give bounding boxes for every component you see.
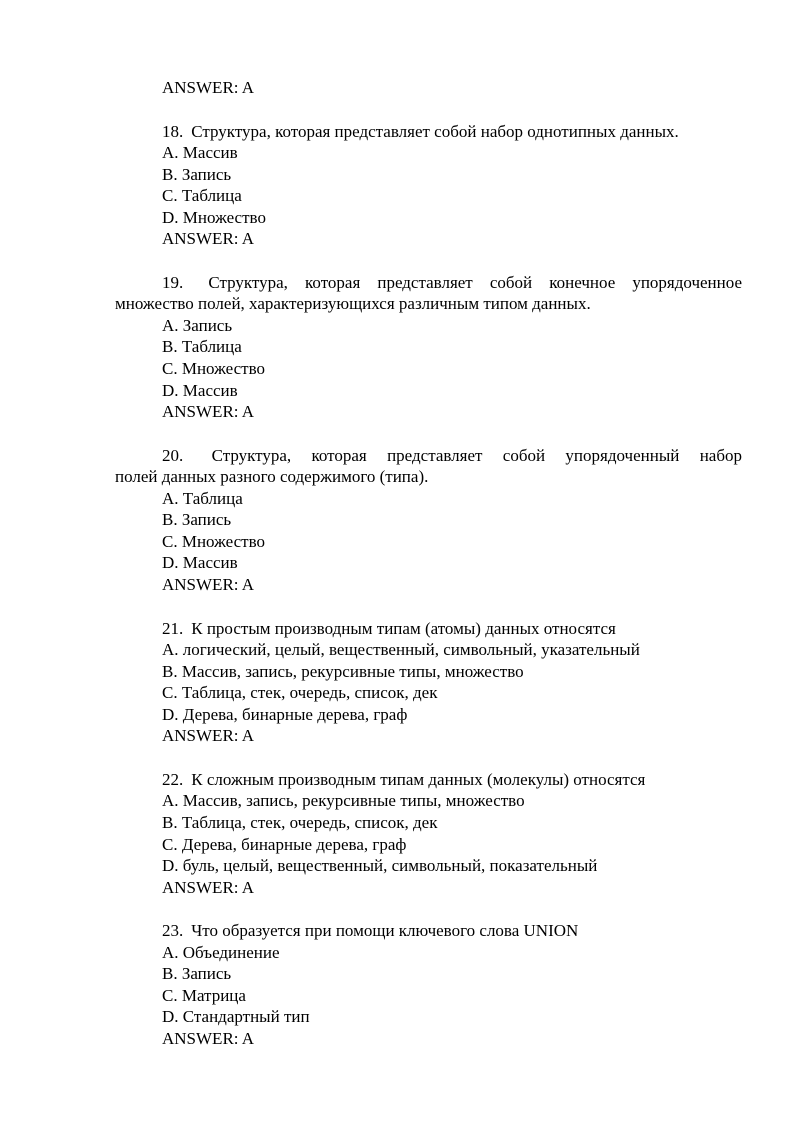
question-number: 19. xyxy=(162,273,184,292)
question-number: 21. xyxy=(162,619,184,638)
answer-option: B. Массив, запись, рекурсивные типы, множество xyxy=(162,662,524,681)
answer-line: ANSWER: A xyxy=(162,229,255,248)
question-text xyxy=(162,769,645,791)
question-text xyxy=(162,920,578,942)
answer-option: D. Дерева, бинарные дерева, граф xyxy=(162,705,408,724)
question-text-continuation: полей данных разного содержимого (типа). xyxy=(115,467,429,486)
question-text-line: К сложным производным типам данных (молекулы) относятся xyxy=(191,770,646,789)
answer-option: C. Таблица, стек, очередь, список, дек xyxy=(162,683,438,702)
answer-option: D. буль, целый, вещественный, символьный, показательный xyxy=(162,856,598,875)
answer-option: D. Стандартный тип xyxy=(162,1007,310,1026)
question-text-continuation: множество полей, характеризующихся различным типом данных. xyxy=(115,294,591,313)
answer-option: D. Массив xyxy=(162,381,238,400)
answer-option: A. Объединение xyxy=(162,943,280,962)
answer-option: C. Множество xyxy=(162,359,266,378)
question-number: 18. xyxy=(162,122,184,141)
question-number: 23. xyxy=(162,921,184,940)
question-number: 22. xyxy=(162,770,184,789)
question-text-line: Структура, которая представляет собой набор однотипных данных. xyxy=(191,122,679,141)
answer-option: A. Массив, запись, рекурсивные типы, множество xyxy=(162,791,525,810)
question-text-line: Структура, которая представляет собой упорядоченный набор xyxy=(211,446,743,465)
answer-line: ANSWER: A xyxy=(162,402,255,421)
answer-option: C. Таблица xyxy=(162,186,242,205)
answer-line: ANSWER: A xyxy=(162,78,255,97)
question-text xyxy=(162,121,679,143)
answer-option: C. Дерева, бинарные дерева, граф xyxy=(162,835,407,854)
answer-option: D. Массив xyxy=(162,553,238,572)
answer-option: A. Таблица xyxy=(162,489,243,508)
question-text-line: К простым производным типам (атомы) данных относятся xyxy=(191,619,616,638)
answer-option: C. Множество xyxy=(162,532,266,551)
answer-option: D. Множество xyxy=(162,208,266,227)
question-text-line: Что образуется при помощи ключевого слова UNION xyxy=(191,921,579,940)
answer-line: ANSWER: A xyxy=(162,878,255,897)
question-text xyxy=(162,618,616,640)
answer-option: B. Запись xyxy=(162,510,232,529)
answer-line: ANSWER: A xyxy=(162,575,255,594)
answer-line: ANSWER: A xyxy=(162,726,255,745)
answer-option: A. Массив xyxy=(162,143,238,162)
answer-line: ANSWER: A xyxy=(162,1029,255,1048)
question-text-line: Структура, которая представляет собой конечное упорядоченное xyxy=(208,273,743,292)
answer-option: A. Запись xyxy=(162,316,233,335)
answer-option: B. Таблица, стек, очередь, список, дек xyxy=(162,813,438,832)
question-number: 20. xyxy=(162,446,184,465)
answer-option: B. Таблица xyxy=(162,337,242,356)
question-text xyxy=(115,445,742,467)
answer-option: C. Матрица xyxy=(162,986,246,1005)
question-text xyxy=(115,272,742,294)
answer-option: B. Запись xyxy=(162,964,232,983)
answer-option: A. логический, целый, вещественный, символьный, указательный xyxy=(162,640,640,659)
answer-option: B. Запись xyxy=(162,165,232,184)
